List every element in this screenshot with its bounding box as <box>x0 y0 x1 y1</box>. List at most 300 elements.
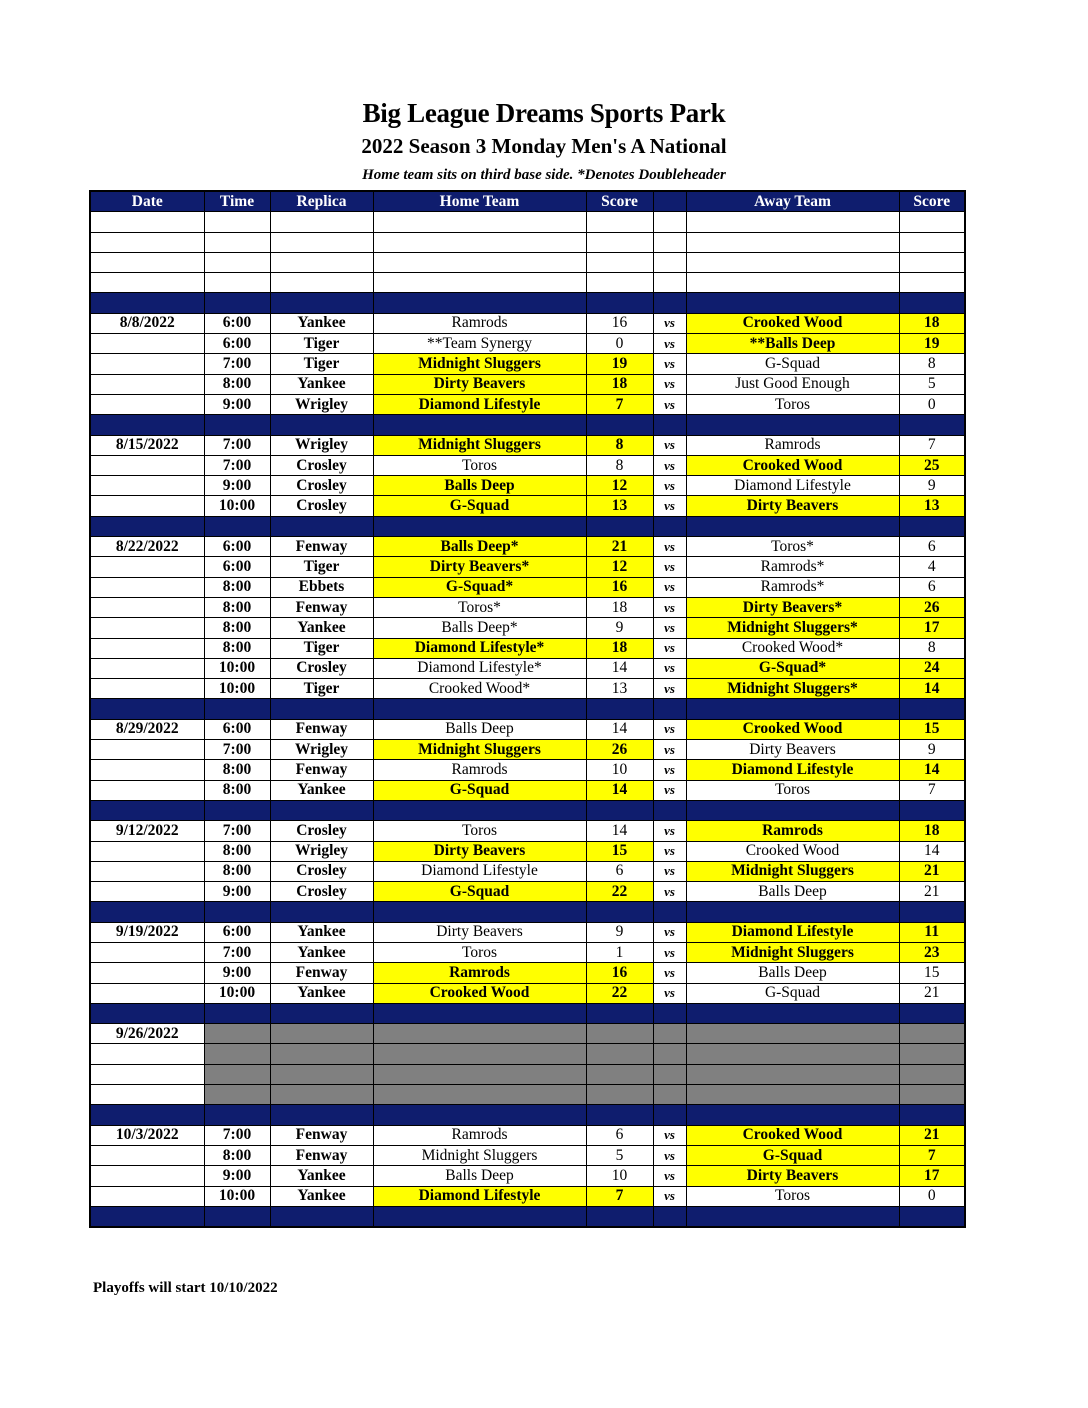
home-score-cell: 14 <box>586 780 653 800</box>
replica-cell <box>270 902 373 922</box>
time-cell: 7:00 <box>204 354 270 374</box>
away-team-cell: Crooked Wood <box>686 719 899 739</box>
vs-cell: vs <box>653 780 686 800</box>
vs-cell: vs <box>653 1186 686 1206</box>
date-cell <box>90 577 204 597</box>
week-separator-row <box>90 1105 965 1125</box>
game-row <box>90 861 965 881</box>
time-cell <box>204 1064 270 1084</box>
away-score-cell: 14 <box>899 679 965 699</box>
replica-cell: Crosley <box>270 882 373 902</box>
home-team-cell: Toros <box>373 821 586 841</box>
replica-cell: Ebbets <box>270 577 373 597</box>
home-team-cell: Diamond Lifestyle <box>373 1186 586 1206</box>
date-cell: 9/26/2022 <box>90 1024 204 1044</box>
game-row <box>90 537 965 557</box>
home-team-cell: Midnight Sluggers <box>373 740 586 760</box>
home-score-cell <box>586 1206 653 1227</box>
away-team-cell <box>686 212 899 232</box>
home-score-cell: 7 <box>586 394 653 414</box>
date-cell <box>90 1085 204 1105</box>
home-score-cell: 8 <box>586 435 653 455</box>
replica-cell: Yankee <box>270 1166 373 1186</box>
date-cell <box>90 252 204 272</box>
date-cell <box>90 658 204 678</box>
home-score-cell <box>586 1003 653 1023</box>
away-team-cell: Ramrods <box>686 821 899 841</box>
vs-cell: vs <box>653 435 686 455</box>
replica-cell: Tiger <box>270 679 373 699</box>
away-team-cell: Diamond Lifestyle <box>686 760 899 780</box>
home-score-cell: 6 <box>586 861 653 881</box>
time-cell: 8:00 <box>204 638 270 658</box>
game-row <box>90 618 965 638</box>
away-team-cell <box>686 1105 899 1125</box>
home-team-cell: Balls Deep <box>373 476 586 496</box>
replica-cell: Fenway <box>270 1145 373 1165</box>
date-cell <box>90 780 204 800</box>
time-cell <box>204 1003 270 1023</box>
replica-cell: Yankee <box>270 780 373 800</box>
date-cell <box>90 232 204 252</box>
schedule-table <box>89 190 966 1228</box>
date-cell <box>90 679 204 699</box>
date-cell <box>90 963 204 983</box>
away-score-cell: 15 <box>899 719 965 739</box>
time-cell <box>204 1044 270 1064</box>
away-team-cell: Crooked Wood <box>686 841 899 861</box>
replica-cell: Crosley <box>270 658 373 678</box>
home-team-cell <box>373 293 586 313</box>
away-team-cell: G-Squad* <box>686 658 899 678</box>
replica-cell <box>270 232 373 252</box>
away-score-cell <box>899 516 965 536</box>
home-score-cell: 10 <box>586 1166 653 1186</box>
vs-cell: vs <box>653 455 686 475</box>
date-cell: 9/19/2022 <box>90 922 204 942</box>
time-cell: 6:00 <box>204 334 270 354</box>
replica-cell: Yankee <box>270 374 373 394</box>
vs-cell: vs <box>653 476 686 496</box>
vs-cell: vs <box>653 1145 686 1165</box>
home-score-cell: 14 <box>586 658 653 678</box>
home-score-cell: 13 <box>586 679 653 699</box>
game-row <box>90 679 965 699</box>
replica-cell: Fenway <box>270 537 373 557</box>
game-row <box>90 882 965 902</box>
away-score-cell: 14 <box>899 760 965 780</box>
time-cell: 8:00 <box>204 1145 270 1165</box>
game-row <box>90 597 965 617</box>
replica-cell: Tiger <box>270 557 373 577</box>
away-team-cell: G-Squad <box>686 354 899 374</box>
away-team-cell: Dirty Beavers <box>686 1166 899 1186</box>
vs-cell: vs <box>653 821 686 841</box>
vs-cell <box>653 800 686 820</box>
home-team-cell: Diamond Lifestyle <box>373 861 586 881</box>
away-score-cell: 19 <box>899 334 965 354</box>
away-score-cell <box>899 1064 965 1084</box>
away-team-cell: Crooked Wood <box>686 1125 899 1145</box>
date-cell <box>90 902 204 922</box>
time-cell: 8:00 <box>204 618 270 638</box>
date-cell <box>90 394 204 414</box>
home-team-cell <box>373 699 586 719</box>
replica-cell: Fenway <box>270 719 373 739</box>
time-cell: 8:00 <box>204 861 270 881</box>
home-team-cell: Toros <box>373 942 586 962</box>
away-team-cell: Crooked Wood <box>686 455 899 475</box>
time-cell: 6:00 <box>204 313 270 333</box>
away-score-cell <box>899 1024 965 1044</box>
time-cell: 10:00 <box>204 658 270 678</box>
away-team-cell <box>686 1206 899 1227</box>
time-cell <box>204 1206 270 1227</box>
home-score-cell: 18 <box>586 597 653 617</box>
vs-cell <box>653 252 686 272</box>
game-row <box>90 334 965 354</box>
time-cell: 9:00 <box>204 394 270 414</box>
vs-cell <box>653 1064 686 1084</box>
away-team-cell: Dirty Beavers <box>686 740 899 760</box>
game-row <box>90 476 965 496</box>
home-score-cell: 15 <box>586 841 653 861</box>
vs-cell: vs <box>653 922 686 942</box>
away-team-cell <box>686 293 899 313</box>
home-team-cell: Dirty Beavers <box>373 374 586 394</box>
away-team-cell <box>686 699 899 719</box>
home-team-cell <box>373 800 586 820</box>
time-cell <box>204 252 270 272</box>
col-header-away-score: Score <box>899 191 965 212</box>
vs-cell <box>653 516 686 536</box>
time-cell: 7:00 <box>204 740 270 760</box>
replica-cell: Yankee <box>270 942 373 962</box>
game-row <box>90 963 965 983</box>
home-score-cell: 1 <box>586 942 653 962</box>
game-row <box>90 354 965 374</box>
home-team-cell: Dirty Beavers <box>373 922 586 942</box>
away-team-cell <box>686 1024 899 1044</box>
vs-cell: vs <box>653 1125 686 1145</box>
vs-cell <box>653 1024 686 1044</box>
vs-cell: vs <box>653 537 686 557</box>
home-team-cell: Diamond Lifestyle <box>373 394 586 414</box>
week-separator-row <box>90 415 965 435</box>
home-team-cell <box>373 273 586 293</box>
away-team-cell: Crooked Wood <box>686 313 899 333</box>
away-team-cell: Midnight Sluggers* <box>686 679 899 699</box>
game-row <box>90 557 965 577</box>
replica-cell <box>270 800 373 820</box>
away-score-cell: 21 <box>899 983 965 1003</box>
home-team-cell: Midnight Sluggers <box>373 354 586 374</box>
vs-cell: vs <box>653 983 686 1003</box>
vs-cell <box>653 1003 686 1023</box>
time-cell: 9:00 <box>204 963 270 983</box>
away-team-cell: Toros* <box>686 537 899 557</box>
vs-cell: vs <box>653 374 686 394</box>
away-score-cell <box>899 252 965 272</box>
vs-cell <box>653 1105 686 1125</box>
replica-cell: Wrigley <box>270 740 373 760</box>
empty-row <box>90 232 965 252</box>
vs-cell <box>653 415 686 435</box>
away-score-cell: 7 <box>899 435 965 455</box>
game-row <box>90 740 965 760</box>
home-team-cell: G-Squad <box>373 780 586 800</box>
game-row <box>90 1186 965 1206</box>
home-score-cell: 16 <box>586 577 653 597</box>
col-header-home-team: Home Team <box>373 191 586 212</box>
time-cell: 6:00 <box>204 719 270 739</box>
home-score-cell <box>586 902 653 922</box>
away-team-cell: Toros <box>686 780 899 800</box>
away-team-cell <box>686 273 899 293</box>
vs-cell: vs <box>653 496 686 516</box>
home-team-cell: Ramrods <box>373 1125 586 1145</box>
week-separator-row <box>90 1003 965 1023</box>
away-score-cell: 21 <box>899 861 965 881</box>
away-score-cell: 6 <box>899 577 965 597</box>
away-team-cell: Ramrods <box>686 435 899 455</box>
time-cell <box>204 902 270 922</box>
replica-cell: Yankee <box>270 1186 373 1206</box>
date-cell <box>90 983 204 1003</box>
replica-cell: Tiger <box>270 354 373 374</box>
away-score-cell <box>899 1044 965 1064</box>
away-team-cell: Toros <box>686 1186 899 1206</box>
away-team-cell: **Balls Deep <box>686 334 899 354</box>
schedule-body <box>90 212 965 1227</box>
away-team-cell: Diamond Lifestyle <box>686 922 899 942</box>
time-cell: 10:00 <box>204 679 270 699</box>
game-row <box>90 1125 965 1145</box>
vs-cell: vs <box>653 658 686 678</box>
home-score-cell: 9 <box>586 618 653 638</box>
away-score-cell <box>899 800 965 820</box>
away-score-cell <box>899 212 965 232</box>
game-row <box>90 638 965 658</box>
date-cell <box>90 597 204 617</box>
away-score-cell <box>899 415 965 435</box>
date-cell <box>90 861 204 881</box>
home-score-cell <box>586 273 653 293</box>
date-cell <box>90 557 204 577</box>
vs-cell: vs <box>653 1166 686 1186</box>
home-score-cell: 12 <box>586 476 653 496</box>
replica-cell: Crosley <box>270 861 373 881</box>
date-cell <box>90 354 204 374</box>
home-team-cell: G-Squad* <box>373 577 586 597</box>
home-team-cell <box>373 1206 586 1227</box>
home-team-cell: Ramrods <box>373 760 586 780</box>
time-cell: 7:00 <box>204 1125 270 1145</box>
home-team-cell: Ramrods <box>373 963 586 983</box>
replica-cell <box>270 1064 373 1084</box>
time-cell: 10:00 <box>204 1186 270 1206</box>
away-team-cell <box>686 1044 899 1064</box>
time-cell: 6:00 <box>204 557 270 577</box>
replica-cell: Fenway <box>270 963 373 983</box>
away-score-cell: 8 <box>899 354 965 374</box>
game-row <box>90 496 965 516</box>
game-row <box>90 922 965 942</box>
vs-cell: vs <box>653 618 686 638</box>
away-team-cell <box>686 1064 899 1084</box>
col-header-time: Time <box>204 191 270 212</box>
away-score-cell: 5 <box>899 374 965 394</box>
date-cell: 9/12/2022 <box>90 821 204 841</box>
date-cell <box>90 841 204 861</box>
home-team-cell: Toros* <box>373 597 586 617</box>
away-team-cell: Balls Deep <box>686 963 899 983</box>
away-team-cell <box>686 516 899 536</box>
home-score-cell: 22 <box>586 882 653 902</box>
date-cell <box>90 455 204 475</box>
replica-cell: Crosley <box>270 496 373 516</box>
replica-cell <box>270 1003 373 1023</box>
game-row <box>90 983 965 1003</box>
date-cell <box>90 942 204 962</box>
away-score-cell: 21 <box>899 1125 965 1145</box>
time-cell <box>204 516 270 536</box>
away-score-cell: 13 <box>899 496 965 516</box>
date-cell <box>90 212 204 232</box>
home-team-cell: Ramrods <box>373 313 586 333</box>
time-cell <box>204 415 270 435</box>
game-row <box>90 313 965 333</box>
game-row <box>90 719 965 739</box>
home-team-cell: Diamond Lifestyle* <box>373 638 586 658</box>
col-header-away-team: Away Team <box>686 191 899 212</box>
vs-cell <box>653 232 686 252</box>
home-score-cell: 16 <box>586 313 653 333</box>
date-cell: 8/8/2022 <box>90 313 204 333</box>
home-team-cell: Midnight Sluggers <box>373 435 586 455</box>
home-score-cell: 22 <box>586 983 653 1003</box>
date-cell <box>90 293 204 313</box>
replica-cell <box>270 516 373 536</box>
home-score-cell <box>586 1024 653 1044</box>
away-score-cell: 7 <box>899 1145 965 1165</box>
replica-cell: Yankee <box>270 618 373 638</box>
away-score-cell: 18 <box>899 313 965 333</box>
date-cell <box>90 415 204 435</box>
replica-cell: Fenway <box>270 597 373 617</box>
date-cell <box>90 740 204 760</box>
time-cell: 9:00 <box>204 1166 270 1186</box>
time-cell: 7:00 <box>204 455 270 475</box>
away-team-cell <box>686 232 899 252</box>
date-cell <box>90 1145 204 1165</box>
time-cell: 8:00 <box>204 597 270 617</box>
replica-cell: Yankee <box>270 983 373 1003</box>
away-score-cell: 8 <box>899 638 965 658</box>
time-cell <box>204 232 270 252</box>
away-team-cell: Ramrods* <box>686 557 899 577</box>
home-team-cell <box>373 1024 586 1044</box>
vs-cell: vs <box>653 740 686 760</box>
game-row <box>90 841 965 861</box>
vs-cell <box>653 902 686 922</box>
vs-cell: vs <box>653 313 686 333</box>
no-games-row <box>90 1024 965 1044</box>
time-cell: 8:00 <box>204 374 270 394</box>
away-score-cell <box>899 1085 965 1105</box>
home-score-cell: 26 <box>586 740 653 760</box>
home-score-cell: 13 <box>586 496 653 516</box>
home-team-cell: G-Squad <box>373 496 586 516</box>
away-score-cell: 17 <box>899 618 965 638</box>
replica-cell <box>270 415 373 435</box>
time-cell: 9:00 <box>204 476 270 496</box>
home-score-cell <box>586 1064 653 1084</box>
home-score-cell <box>586 800 653 820</box>
col-header-date: Date <box>90 191 204 212</box>
col-header-vs <box>653 191 686 212</box>
replica-cell <box>270 1105 373 1125</box>
date-cell <box>90 638 204 658</box>
time-cell: 7:00 <box>204 942 270 962</box>
home-team-cell <box>373 902 586 922</box>
replica-cell: Fenway <box>270 760 373 780</box>
replica-cell: Crosley <box>270 455 373 475</box>
time-cell <box>204 212 270 232</box>
header-row <box>90 191 965 212</box>
away-score-cell <box>899 699 965 719</box>
replica-cell <box>270 252 373 272</box>
home-team-cell: Balls Deep* <box>373 537 586 557</box>
away-score-cell <box>899 232 965 252</box>
game-row <box>90 435 965 455</box>
vs-cell <box>653 212 686 232</box>
game-row <box>90 760 965 780</box>
home-team-cell <box>373 232 586 252</box>
week-separator-row <box>90 1206 965 1227</box>
game-row <box>90 394 965 414</box>
vs-cell: vs <box>653 679 686 699</box>
home-team-cell: Dirty Beavers* <box>373 557 586 577</box>
vs-cell: vs <box>653 597 686 617</box>
away-score-cell: 17 <box>899 1166 965 1186</box>
vs-cell <box>653 1206 686 1227</box>
week-separator-row <box>90 699 965 719</box>
away-team-cell <box>686 902 899 922</box>
home-score-cell <box>586 516 653 536</box>
date-cell <box>90 1003 204 1023</box>
game-row <box>90 1145 965 1165</box>
home-score-cell: 9 <box>586 922 653 942</box>
away-score-cell <box>899 1105 965 1125</box>
away-team-cell <box>686 252 899 272</box>
time-cell: 8:00 <box>204 760 270 780</box>
away-score-cell: 23 <box>899 942 965 962</box>
away-team-cell: Balls Deep <box>686 882 899 902</box>
date-cell <box>90 699 204 719</box>
away-score-cell: 26 <box>899 597 965 617</box>
away-score-cell: 7 <box>899 780 965 800</box>
vs-cell: vs <box>653 394 686 414</box>
week-separator-row <box>90 516 965 536</box>
home-score-cell <box>586 252 653 272</box>
date-cell <box>90 760 204 780</box>
date-cell <box>90 1044 204 1064</box>
page-title: Big League Dreams Sports Park <box>362 98 726 128</box>
vs-cell: vs <box>653 577 686 597</box>
away-team-cell: Crooked Wood* <box>686 638 899 658</box>
date-cell <box>90 1166 204 1186</box>
